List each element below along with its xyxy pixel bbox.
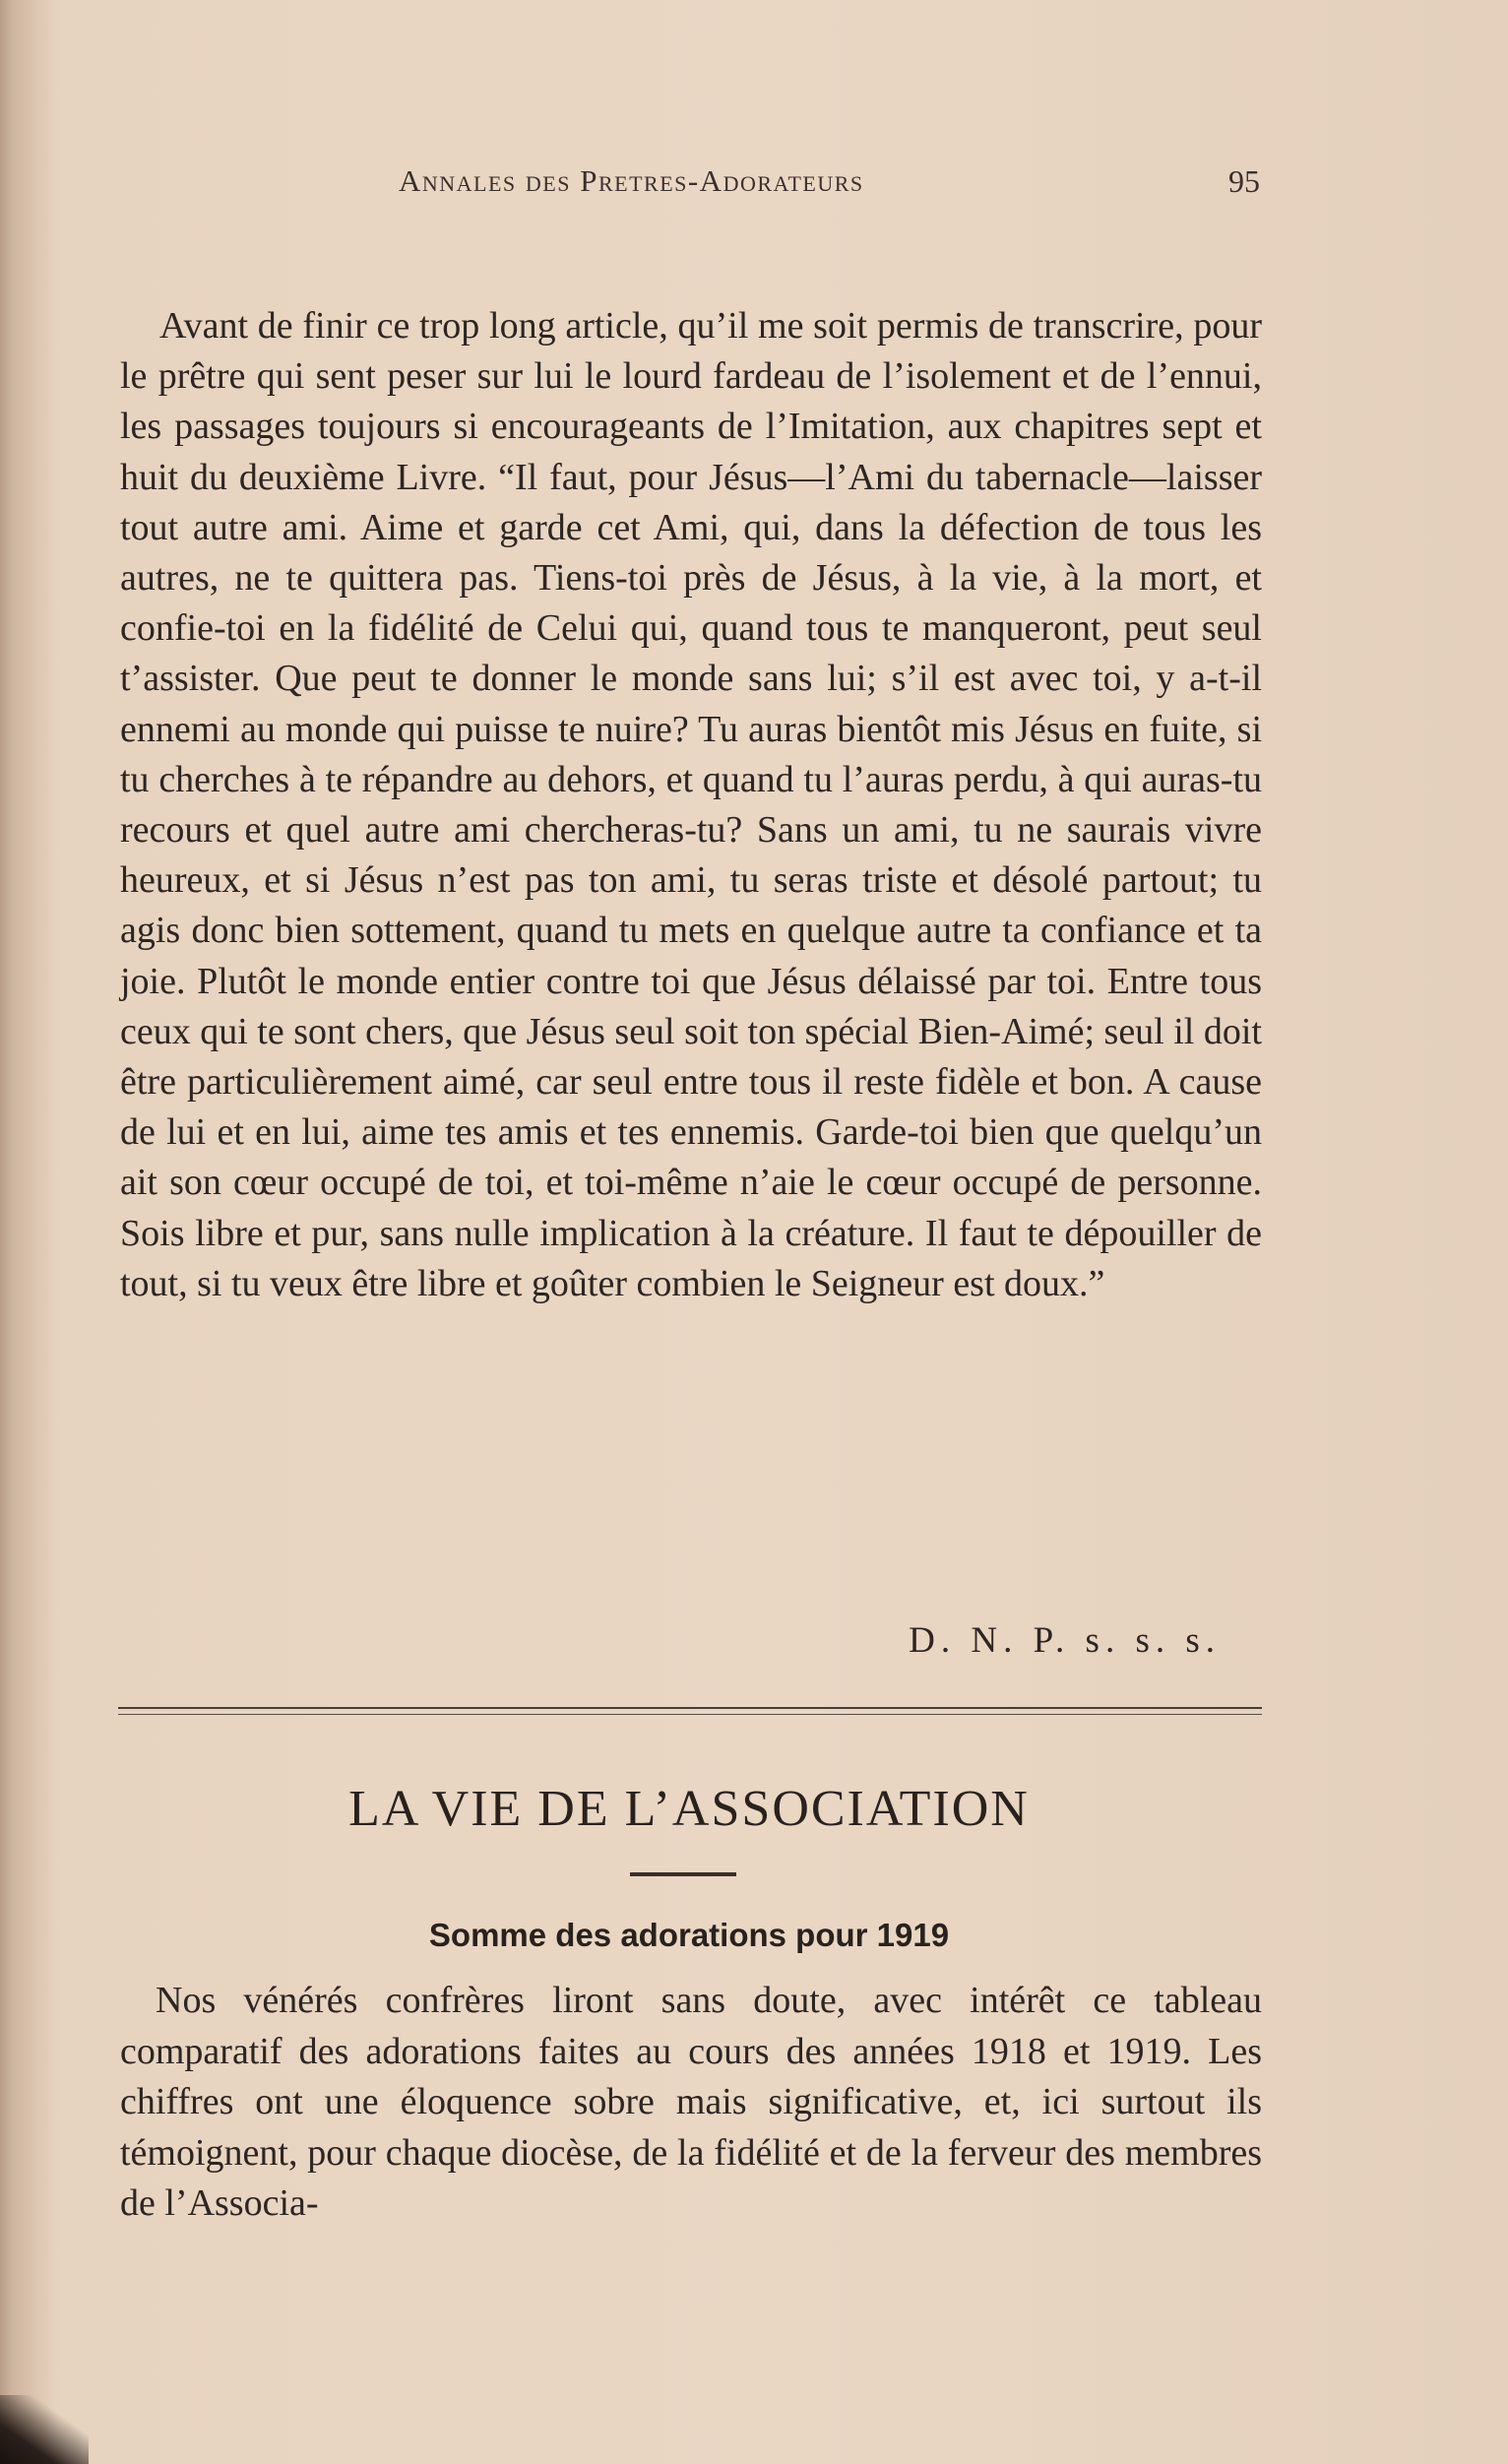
divider-line-top [118, 1707, 1262, 1709]
section-title: LA VIE DE L’ASSOCIATION [348, 1781, 1030, 1837]
section-divider [118, 1707, 1262, 1717]
title-underline [630, 1872, 736, 1876]
section-subheading: Somme des adorations pour 1919 [428, 1917, 950, 1953]
divider-line-bottom [118, 1714, 1262, 1715]
section-paragraph: Nos vénérés confrères liront sans doute, avec intérêt ce tableau comparatif des adorations faites au cours des années 1918 et 1919. Les chiffres ont une éloquence sobre mais significative, et, ici surtout ils témoignent, pour chaque diocèse, de la fidélité et de la ferveur des membres de l’Associa- [120, 1980, 1262, 2224]
page-binding-edge [0, 0, 55, 2464]
article-body [120, 301, 1262, 1309]
running-title: Annales des Pretres-Adorateurs [399, 163, 864, 198]
running-header [0, 163, 1508, 207]
section-body [120, 1976, 1262, 2230]
article-signature: D. N. P. s. s. s. [909, 1620, 1221, 1661]
article-paragraph: Avant de finir ce trop long article, qu’il me soit permis de transcrire, pour le prêtre qui sent peser sur lui le lourd fardeau de l’isolement et de l’ennui, les passages toujours si encourageants de l’Imitation, aux chapitres sept et huit du deuxième Livre. “Il faut, pour Jésus—l’Ami du tabernacle—laisser tout autre ami. Aime et garde cet Ami, qui, dans la défection de tous les autres, ne te quittera pas. Tiens-toi près de Jésus, à la vie, à la mort, et confie-toi en la fidélité de Celui qui, quand tous te manqueront, peut seul t’assister. Que peut te donner le monde sans lui; s’il est avec toi, y a-t-il ennemi au monde qui puisse te nuire? Tu auras bientôt mis Jésus en fuite, si tu cherches à te répandre au dehors, et quand tu l’auras perdu, à qui auras-tu recours et quel autre ami chercheras-tu? Sans un ami, tu ne saurais vivre heureux, et si Jésus n’est pas ton ami, tu seras triste et désolé partout; tu agis donc bien sottement, quand tu mets en quelque autre ta confiance et ta joie. Plutôt le monde entier contre toi que Jésus délaissé par toi. Entre tous ceux qui te sont chers, que Jésus seul soit ton spécial Bien-Aimé; seul il doit être particulièrement aimé, car seul entre tous il reste fidèle et bon. A cause de lui et en lui, aime tes amis et tes ennemis. Garde-toi bien que quelqu’un ait son cœur occupé de toi, et toi-même n’aie le cœur occupé de personne. Sois libre et pur, sans nulle implication à la créature. Il faut te dépouiller de tout, si tu veux être libre et goûter combien le Seigneur est doux.” [120, 305, 1262, 1304]
corner-shadow [0, 2395, 89, 2464]
page-number: 95 [1228, 163, 1260, 199]
